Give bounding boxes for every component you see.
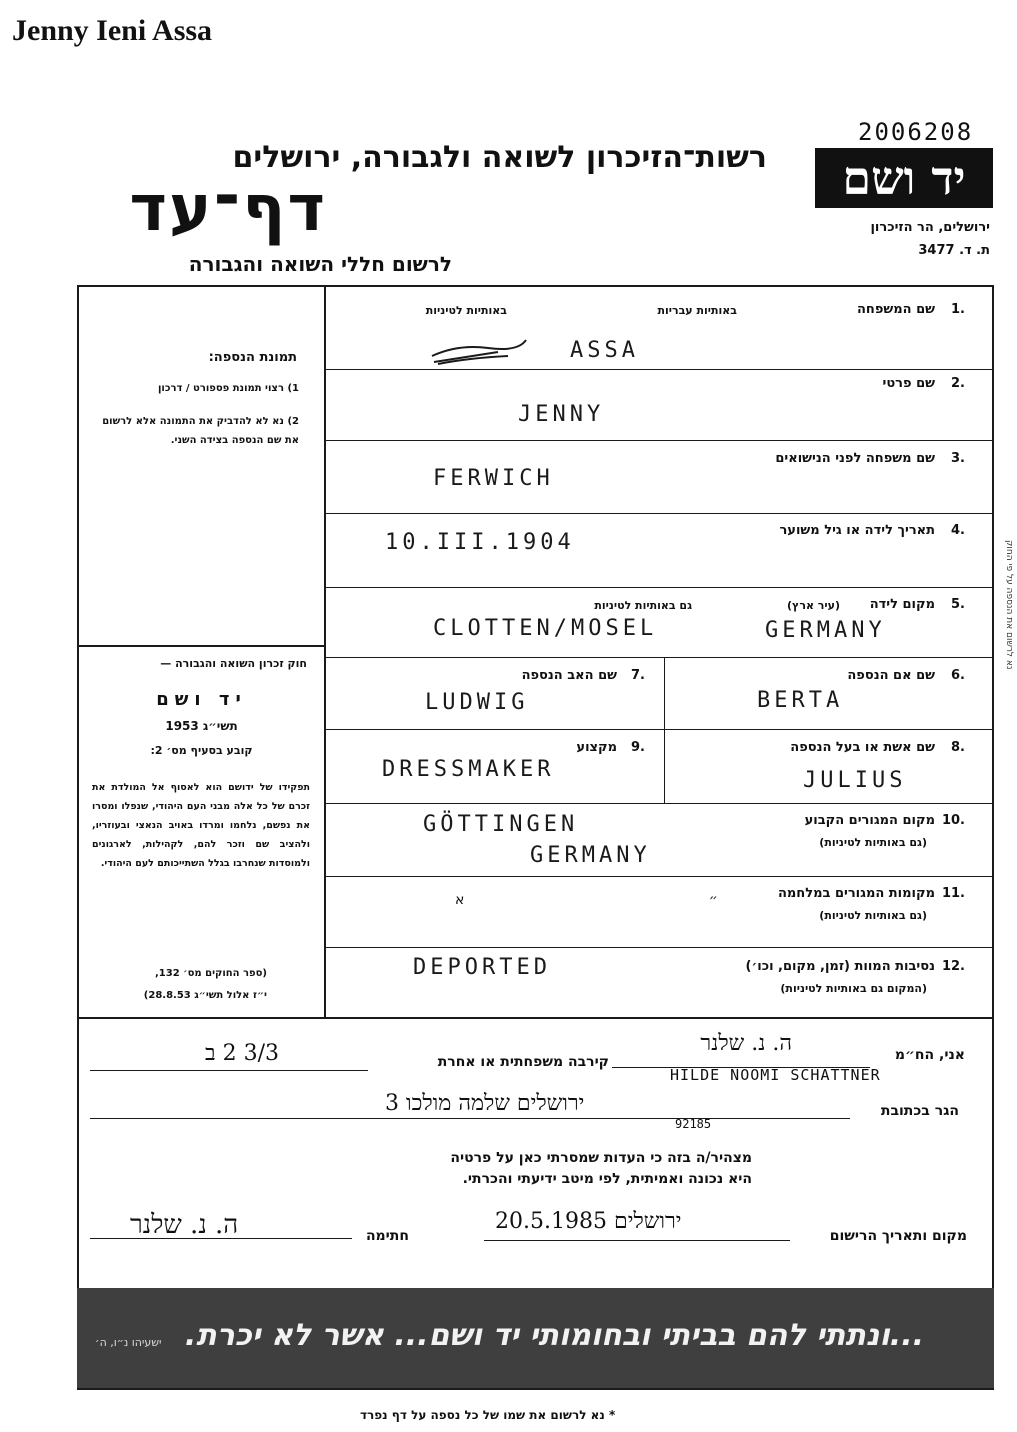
declaration-place-date-label: מקום ותאריך הרישום — [829, 1228, 967, 1244]
declaration-statement-2: היא נכונה ואמיתית, לפי מיטב ידיעתי והכרתי. — [462, 1171, 752, 1187]
field-12-number: .12 — [941, 959, 965, 974]
field-9-number: .9 — [631, 740, 645, 755]
law-box-year: תשי״ג 1953 — [165, 719, 238, 733]
field-11-value[interactable]: ״ א — [455, 892, 838, 908]
field-11-label: מקומות המגורים במלחמה — [777, 886, 935, 901]
law-box-ref-2: י״ז אלול תשי״ג 28.8.53) — [143, 990, 267, 1001]
field-9-label: מקצוע — [576, 740, 617, 755]
field-1-number: .1 — [951, 302, 965, 317]
field-1-col-hebrew: באותיות עבריות — [657, 304, 737, 317]
declaration-address-value[interactable]: ירושלים שלמה מולכו 3 — [385, 1091, 585, 1116]
field-7-value[interactable]: LUDWIG — [425, 690, 529, 715]
side-note: נא לרשום את הנספה על פי החוק — [1004, 540, 1014, 670]
field-2-value[interactable]: JENNY — [518, 402, 605, 427]
field-8-number: .8 — [951, 740, 965, 755]
law-box-ref-1: (ספר החוקים מס׳ 132, — [154, 968, 267, 979]
declaration-signer-latin[interactable]: HILDE NOOMI SCHATTNER — [670, 1066, 881, 1084]
address-line-2: ת. ד. 3477 — [918, 243, 990, 258]
law-box-text: תפקידו של ידושם הוא לאסוף אל המולדת את זכרם של כל אלה מבני העם היהודי, שנפלו ומסרו את נפשם, נלחמו ומרדו באויב הנאצי ובעוזריו, ולהציב שם וזכר להם, לקהילות, לארגונים ולמוסדות שנחרבו בגלל השתייכותם לעם היהודי. — [92, 782, 310, 869]
field-6-number: .6 — [951, 668, 965, 683]
field-8-value[interactable]: JULIUS — [803, 768, 907, 793]
declaration-relation-label: קירבה משפחתית או אחרת — [437, 1054, 609, 1070]
form-title: דף־עד — [129, 172, 327, 246]
field-11-sub: (גם באותיות לטיניות) — [819, 909, 927, 922]
yad-vashem-logo — [815, 148, 993, 208]
photo-box-item-2: 2) נא לא להדביק את התמונה אלא לרשום את שם הנספה בצידה השני. — [102, 416, 299, 446]
field-6-label: שם אם הנספה — [847, 668, 935, 683]
declaration-relation-value[interactable]: 3/3 2 ב — [205, 1041, 280, 1066]
declaration-place-date-value[interactable]: ירושלים 20.5.1985 — [495, 1209, 682, 1234]
page-title: Jenny Ieni Assa — [12, 14, 213, 47]
declaration-postal[interactable]: 92185 — [675, 1117, 712, 1131]
declaration-i-label: אני, הח״מ — [894, 1047, 965, 1063]
quote-banner — [77, 1288, 994, 1388]
field-8-label: שם אשת או בעל הנספה — [790, 740, 935, 755]
field-3-label: שם משפחה לפני הנישואים — [775, 451, 935, 466]
field-12-value[interactable]: DEPORTED — [413, 955, 551, 980]
field-4-label: תאריך לידה או גיל משוער — [779, 523, 935, 538]
field-10-value-line-1[interactable]: GÖTTINGEN — [423, 812, 579, 837]
field-5-label-sub: (עיר ארץ) — [787, 599, 840, 612]
field-2-number: .2 — [951, 376, 965, 391]
field-2-label: שם פרטי — [882, 376, 935, 391]
field-7-number: .7 — [631, 668, 645, 683]
declaration-address-label: הגר בכתובת — [880, 1103, 959, 1119]
declaration-statement-1: מצהיר/ה בזה כי העדות שמסרתי כאן על פרטיה — [450, 1150, 752, 1166]
field-11-number: .11 — [941, 886, 965, 901]
address-line-1: ירושלים, הר הזיכרון — [870, 220, 990, 235]
banner-quote: ...ונתתי להם בביתי ובחומותי יד ושם... אשר לא יכרת. — [184, 1318, 924, 1353]
field-9-value[interactable]: DRESSMAKER — [382, 757, 555, 782]
authority-title: רשות־הזיכרון לשואה ולגבורה, ירושלים — [232, 140, 767, 175]
footer-note: * נא לרשום את שמו של כל נספה על דף נפרד — [360, 1408, 616, 1422]
field-6-value[interactable]: BERTA — [757, 688, 844, 713]
declaration-signer-hebrew[interactable]: ה. נ. שלנר — [700, 1031, 792, 1056]
field-5-latin-note: גם באותיות לטיניות — [594, 599, 692, 612]
field-5-value-city[interactable]: CLOTTEN/MOSEL — [433, 616, 658, 641]
law-box-clause: קובע בסעיף מס׳ 2: — [150, 744, 253, 757]
law-box-title: חוק זכרון השואה והגבורה — — [160, 657, 307, 670]
field-10-sub: (גם באותיות לטיניות) — [819, 836, 927, 849]
law-box-name: יד ושם — [156, 689, 247, 710]
field-10-number: .10 — [941, 813, 965, 828]
photo-box-item-1: 1) רצוי תמונת פספורט / דרכון — [157, 383, 299, 394]
field-4-number: .4 — [951, 523, 965, 538]
field-1-col-latin: באותיות לטיניות — [425, 304, 507, 317]
field-5-value-country[interactable]: GERMANY — [765, 618, 886, 643]
field-5-label: מקום לידה — [869, 597, 935, 612]
field-7-label: שם האב הנספה — [521, 668, 617, 683]
field-1-strikeout — [428, 334, 528, 374]
field-1-value[interactable]: ASSA — [570, 338, 639, 363]
field-12-label: נסיבות המוות (זמן, מקום, וכו׳) — [745, 959, 935, 974]
field-5-number: .5 — [951, 597, 965, 612]
field-12-sub: (המקום גם באותיות לטיניות) — [780, 982, 927, 995]
field-10-label: מקום המגורים הקבוע — [804, 813, 935, 828]
field-4-value[interactable]: 10.III.1904 — [385, 530, 575, 555]
field-1-label: שם המשפחה — [856, 302, 935, 317]
field-3-number: .3 — [951, 451, 965, 466]
field-10-value-line-2[interactable]: GERMANY — [530, 843, 651, 868]
declaration-signature-label: חתימה — [365, 1228, 409, 1244]
field-3-value[interactable]: FERWICH — [433, 466, 554, 491]
photo-box-title: תמונת הנספה: — [208, 350, 297, 365]
logo-text: יד ושם — [842, 151, 966, 205]
banner-source: ישעיהו נ״ו, ה׳ — [95, 1336, 162, 1349]
form-subtitle: לרשום חללי השואה והגבורה — [188, 252, 452, 276]
declaration-signature-value[interactable]: ה. נ. שלנר — [130, 1210, 239, 1240]
record-number: 2006208 — [858, 118, 974, 146]
